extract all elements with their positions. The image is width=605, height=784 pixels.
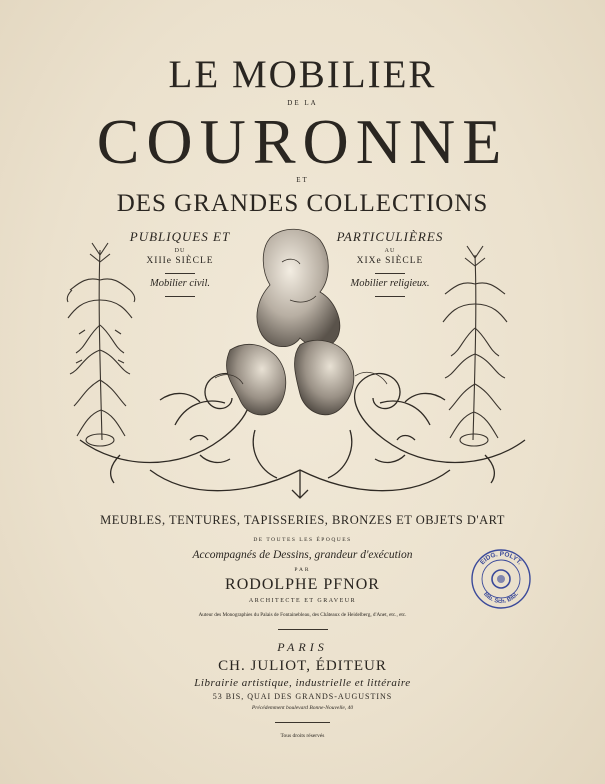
right-connector: AU <box>384 248 396 254</box>
title-line-2: COURONNE <box>96 106 509 177</box>
sculpture-figures-icon <box>215 229 387 415</box>
imprint-previous-address: Précédemment boulevard Bonne-Nouvelle, 40 <box>251 705 354 711</box>
left-connector: DU <box>174 248 186 254</box>
left-century: XIIIe SIÈCLE <box>146 256 214 266</box>
author-works: Auteur des Monographies du Palais de Fontainebleau, des Châteaux de Heidelberg, d'Anet, etc., etc. <box>198 612 407 618</box>
right-kind: Mobilier religieux. <box>350 278 430 289</box>
stamp-line-1: EIDG. POLYT. <box>479 550 524 567</box>
title-connector-et: ET <box>296 176 309 184</box>
author-title: ARCHITECTE ET GRAVEUR <box>248 598 357 604</box>
imprint-city: PARIS <box>277 640 328 654</box>
author-name: RODOLPHE PFNOR <box>225 576 380 593</box>
left-subtitle: PUBLIQUES ET <box>129 229 231 244</box>
imprint-rule <box>275 722 330 723</box>
right-plant-icon <box>443 246 507 446</box>
title-line-3: DES GRANDES COLLECTIONS <box>116 190 489 217</box>
title-line-1: LE MOBILIER <box>168 53 437 96</box>
imprint-bookshop: Librairie artistique, industrielle et littéraire <box>194 677 411 689</box>
right-subtitle: PARTICULIÈRES <box>336 229 444 244</box>
par-line: PAR <box>294 567 311 573</box>
rights-line: Tous droits réservés <box>280 733 325 739</box>
right-century: XIXe SIÈCLE <box>356 256 424 266</box>
accompagnes-line: Accompagnés de Dessins, grandeur d'exécution <box>192 549 413 561</box>
svg-text:EIDG. POLYT. <box>479 551 523 566</box>
title-connector-de-la: DE LA <box>287 99 318 107</box>
left-kind: Mobilier civil. <box>149 278 211 289</box>
stamp-line-2: Bib. Sch. Bibl. <box>482 591 520 606</box>
imprint-publisher: CH. JULIOT, ÉDITEUR <box>218 658 387 674</box>
imprint-address: 53 BIS, QUAI DES GRANDS-AUGUSTINS <box>212 692 393 701</box>
subjects-line: MEUBLES, TENTURES, TAPISSERIES, BRONZES ET OBJETS D'ART <box>100 513 505 527</box>
epoques-line: DE TOUTES LES ÉPOQUES <box>253 537 352 543</box>
divider-rule <box>278 629 328 630</box>
library-stamp-icon <box>470 548 532 610</box>
left-plant-icon <box>67 243 135 446</box>
